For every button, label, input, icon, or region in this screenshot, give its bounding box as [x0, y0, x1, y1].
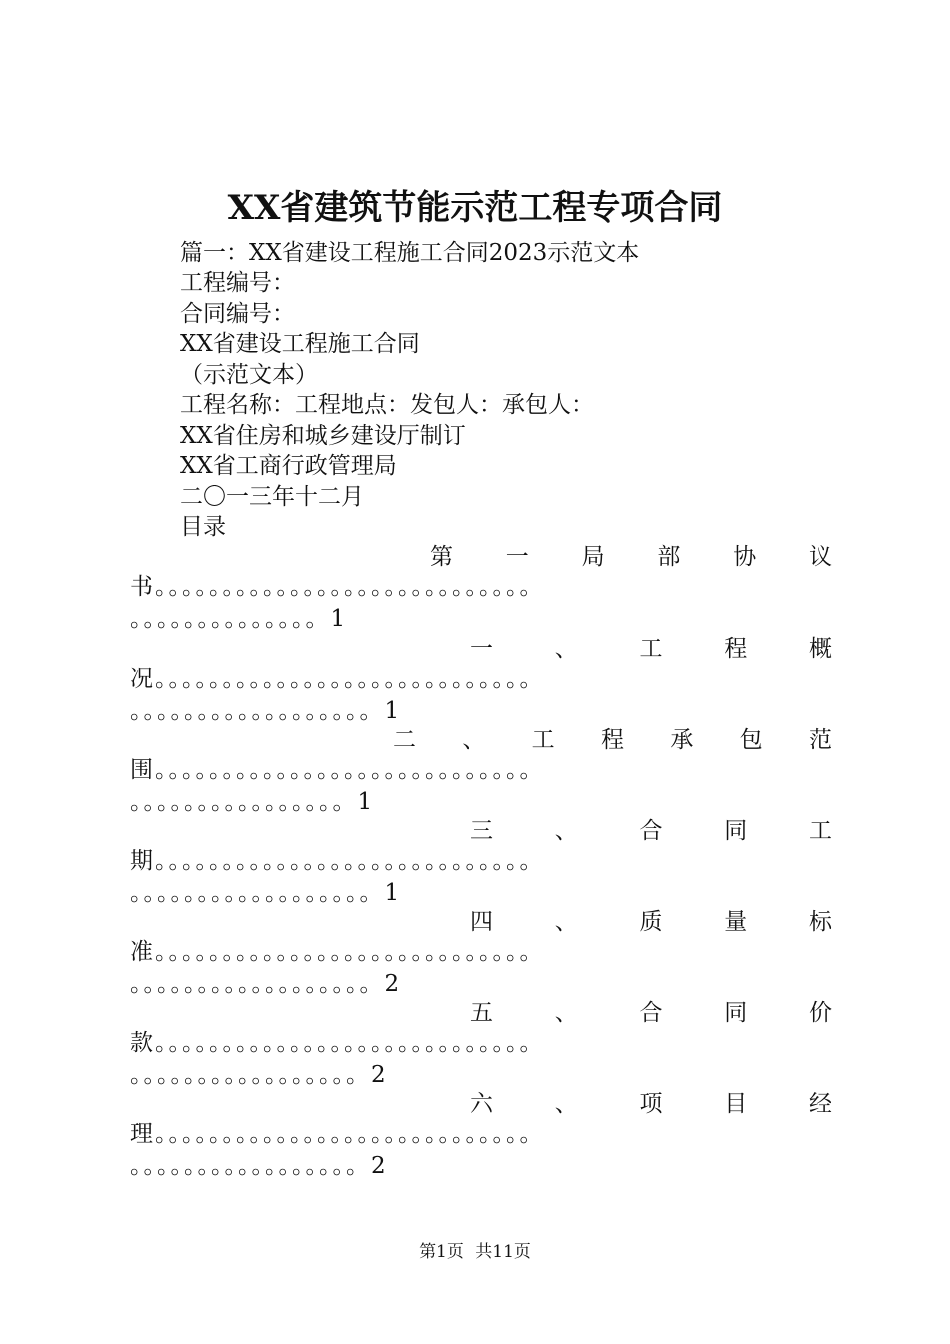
toc-heading-char: 项 [639, 1091, 663, 1117]
toc-heading-char: 经 [809, 1091, 832, 1117]
toc-heading-char: 四 [470, 909, 493, 935]
body-line-9: 二〇一三年十二月 [180, 484, 364, 510]
toc-heading-char: 同 [724, 1000, 748, 1026]
toc-heading-char: 合 [639, 818, 663, 844]
toc-entry-page: 。。。。。。。。。。。。。。1 [130, 606, 348, 632]
toc-heading-char: 二 [393, 727, 416, 753]
toc-heading-char: 工 [639, 636, 663, 662]
toc-entry-page: 。。。。。。。。。。。。。。。。1 [130, 789, 375, 815]
body-line-6: 工程名称：工程地点：发包人：承包人： [180, 392, 594, 418]
page-footer [0, 1240, 950, 1264]
toc-entry-heading [470, 1088, 832, 1120]
toc-heading-char: 目 [724, 1091, 748, 1117]
toc-heading-char: 三 [470, 818, 493, 844]
toc-entry-page: 。。。。。。。。。。。。。。。。。。1 [130, 880, 402, 906]
toc-heading-char: 、 [554, 1000, 578, 1026]
toc-heading-char: 、 [462, 727, 486, 753]
toc-entry-page: 。。。。。。。。。。。。。。。。。2 [130, 1062, 388, 1088]
toc-entry-heading [393, 724, 832, 756]
toc-heading-char: 五 [470, 1000, 493, 1026]
toc-heading-char: 标 [809, 909, 832, 935]
toc-heading-char: 价 [809, 1000, 832, 1026]
toc-entry-page: 。。。。。。。。。。。。。。。。。。2 [130, 971, 402, 997]
toc-entry-heading [470, 906, 832, 938]
toc-heading-char: 承 [670, 727, 694, 753]
toc-heading-char: 质 [639, 909, 663, 935]
toc-entry-leader: 准。。。。。。。。。。。。。。。。。。。。。。。。。。。。 [130, 939, 545, 965]
toc-entry-leader: 书。。。。。。。。。。。。。。。。。。。。。。。。。。。。 [130, 574, 545, 600]
toc-heading-char: 、 [554, 636, 578, 662]
toc-entry-heading [430, 541, 832, 573]
toc-heading-char: 同 [724, 818, 748, 844]
toc-heading-char: 六 [470, 1091, 493, 1117]
body-line-1: 篇一：XX省建设工程施工合同2023示范文本 [180, 240, 640, 266]
toc-heading-char: 、 [554, 909, 578, 935]
body-line-2: 工程编号： [180, 270, 295, 296]
toc-heading: 目录 [180, 514, 226, 540]
document-title: XX省建筑节能示范工程专项合同 [227, 188, 723, 228]
toc-entry-leader: 况。。。。。。。。。。。。。。。。。。。。。。。。。。。。 [130, 666, 545, 692]
toc-entry-heading [470, 997, 832, 1029]
toc-heading-char: 合 [639, 1000, 663, 1026]
toc-heading-char: 量 [724, 909, 748, 935]
toc-heading-char: 部 [657, 544, 681, 570]
toc-entry-leader: 理。。。。。。。。。。。。。。。。。。。。。。。。。。。。 [130, 1121, 545, 1147]
toc-heading-char: 局 [581, 544, 605, 570]
toc-heading-char: 程 [724, 636, 748, 662]
body-line-7: XX省住房和城乡建设厅制订 [180, 423, 466, 449]
toc-entry-page: 。。。。。。。。。。。。。。。。。2 [130, 1153, 388, 1179]
toc-heading-char: 范 [808, 727, 832, 753]
toc-heading-char: 一 [470, 636, 493, 662]
toc-entry-leader: 款。。。。。。。。。。。。。。。。。。。。。。。。。。。。 [130, 1030, 545, 1056]
toc-heading-char: 第 [430, 544, 453, 570]
toc-entry-leader: 围。。。。。。。。。。。。。。。。。。。。。。。。。。。。 [130, 757, 545, 783]
toc-heading-char: 一 [505, 544, 529, 570]
toc-heading-char: 程 [600, 727, 624, 753]
toc-heading-char: 、 [554, 1091, 578, 1117]
toc-heading-char: 、 [554, 818, 578, 844]
toc-heading-char: 议 [808, 544, 832, 570]
toc-heading-char: 协 [733, 544, 757, 570]
body-line-8: XX省工商行政管理局 [180, 453, 397, 479]
toc-heading-char: 概 [809, 636, 832, 662]
page-number: 第1页 [419, 1242, 464, 1262]
toc-entry-page: 。。。。。。。。。。。。。。。。。。1 [130, 698, 402, 724]
toc-entry-leader: 期。。。。。。。。。。。。。。。。。。。。。。。。。。。。 [130, 848, 545, 874]
body-line-4: XX省建设工程施工合同 [180, 331, 420, 357]
page-total: 共11页 [475, 1242, 531, 1262]
body-line-3: 合同编号： [180, 301, 295, 327]
body-line-5: （示范文本） [180, 362, 318, 388]
toc-entry-heading [470, 633, 832, 665]
toc-heading-char: 包 [739, 727, 763, 753]
toc-entry-heading [470, 815, 832, 847]
toc-heading-char: 工 [809, 818, 832, 844]
toc-heading-char: 工 [531, 727, 555, 753]
